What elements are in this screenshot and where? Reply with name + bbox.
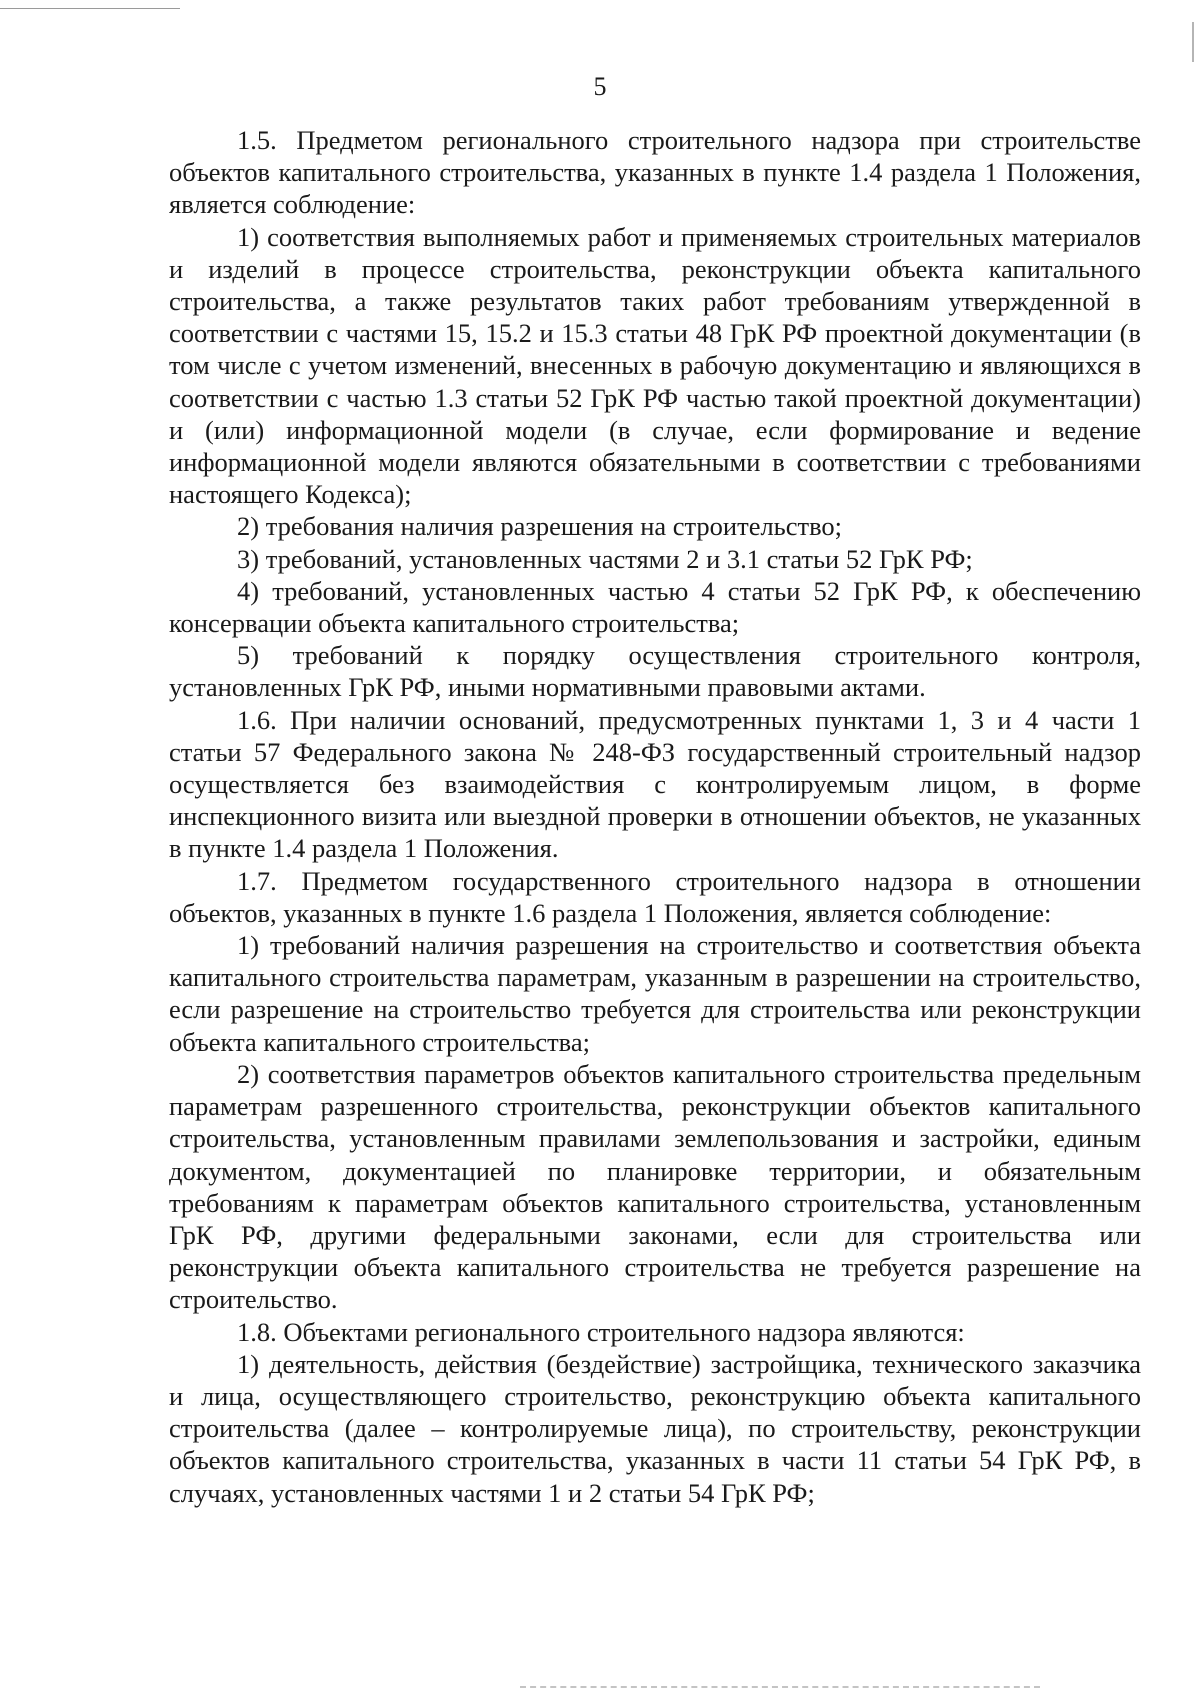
page-number: 5 — [593, 72, 607, 101]
scan-artifact-dashed-line — [520, 1686, 1040, 1688]
paragraph-1-8: 1.8. Объектами регионального строительного надзора являются: — [237, 1316, 965, 1347]
paragraph-1-8-item-1: 1) деятельность, действия (бездействие) застройщика, технического заказчика и лица, осуществляющего строительство, реконструкцию объекта капитального строительства (далее – контролируемые лица), по строительству, реконструкции объектов капитального строительства, указанных в части 11 статьи 54 ГрК РФ, в случаях, установленных частями 1 и 2 статьи 54 ГрК РФ; — [169, 1348, 1141, 1508]
paragraph-1-5-item-3: 3) требований, установленных частями 2 и 3.1 статьи 52 ГрК РФ; — [237, 543, 973, 574]
paragraph-1-5-item-1: 1) соответствия выполняемых работ и применяемых строительных материалов и изделий в процессе строительства, реконструкции объекта капитального строительства, а также результатов таких работ требованиям утвержденной в соответствии с частями 15, 15.2 и 15.3 статьи 48 ГрК РФ проектной документации (в том числе с учетом изменений, внесенных в рабочую документацию и являющихся в соответствии с частью 1.3 статьи 52 ГрК РФ частью такой проектной документации) и (или) информационной модели (в случае, если формирование и ведение информационной модели являются обязательными в соответствии с требованиями настоящего Кодекса); — [169, 221, 1141, 510]
document-body — [169, 124, 1141, 1509]
paragraph-1-5: 1.5. Предметом регионального строительного надзора при строительстве объектов капитального строительства, указанных в пункте 1.4 раздела 1 Положения, является соблюдение: — [169, 125, 1141, 220]
paragraph-1-5-item-2: 2) требования наличия разрешения на строительство; — [237, 511, 843, 542]
paragraph-1-7-item-1: 1) требований наличия разрешения на строительство и соответствия объекта капитального строительства параметрам, указанным в разрешении на строительство, если разрешение на строительство требуется для строительства или реконструкции объекта капитального строительства; — [169, 930, 1141, 1057]
paragraph-1-6: 1.6. При наличии оснований, предусмотренных пунктами 1, 3 и 4 части 1 статьи 57 Федерального закона № 248-ФЗ государственный строительный надзор осуществляется без взаимодействия с контролируемым лицом, в форме инспекционного визита или выездной проверки в отношении объектов, не указанных в пункте 1.4 раздела 1 Положения. — [169, 704, 1141, 864]
paragraph-1-7-item-2: 2) соответствия параметров объектов капитального строительства предельным параметрам разрешенного строительства, реконструкции объектов капитального строительства, установленным правилами землепользования и застройки, единым документом, документацией по планировке территории, и обязательным требованиям к параметрам объектов капитального строительства, установленным ГрК РФ, другими федеральными законами, если для строительства или реконструкции объекта капитального строительства не требуется разрешение на строительство. — [169, 1058, 1141, 1315]
scan-artifact-line — [0, 8, 180, 9]
paragraph-1-5-item-4: 4) требований, установленных частью 4 статьи 52 ГрК РФ, к обеспечению консервации объекта капитального строительства; — [169, 575, 1141, 639]
paragraph-1-5-item-5: 5) требований к порядку осуществления строительного контроля, установленных ГрК РФ, иными нормативными правовыми актами. — [169, 640, 1141, 703]
paragraph-1-7: 1.7. Предметом государственного строительного надзора в отношении объектов, указанных в пункте 1.6 раздела 1 Положения, является соблюдение: — [169, 865, 1141, 928]
scan-artifact-mark — [1192, 22, 1194, 62]
